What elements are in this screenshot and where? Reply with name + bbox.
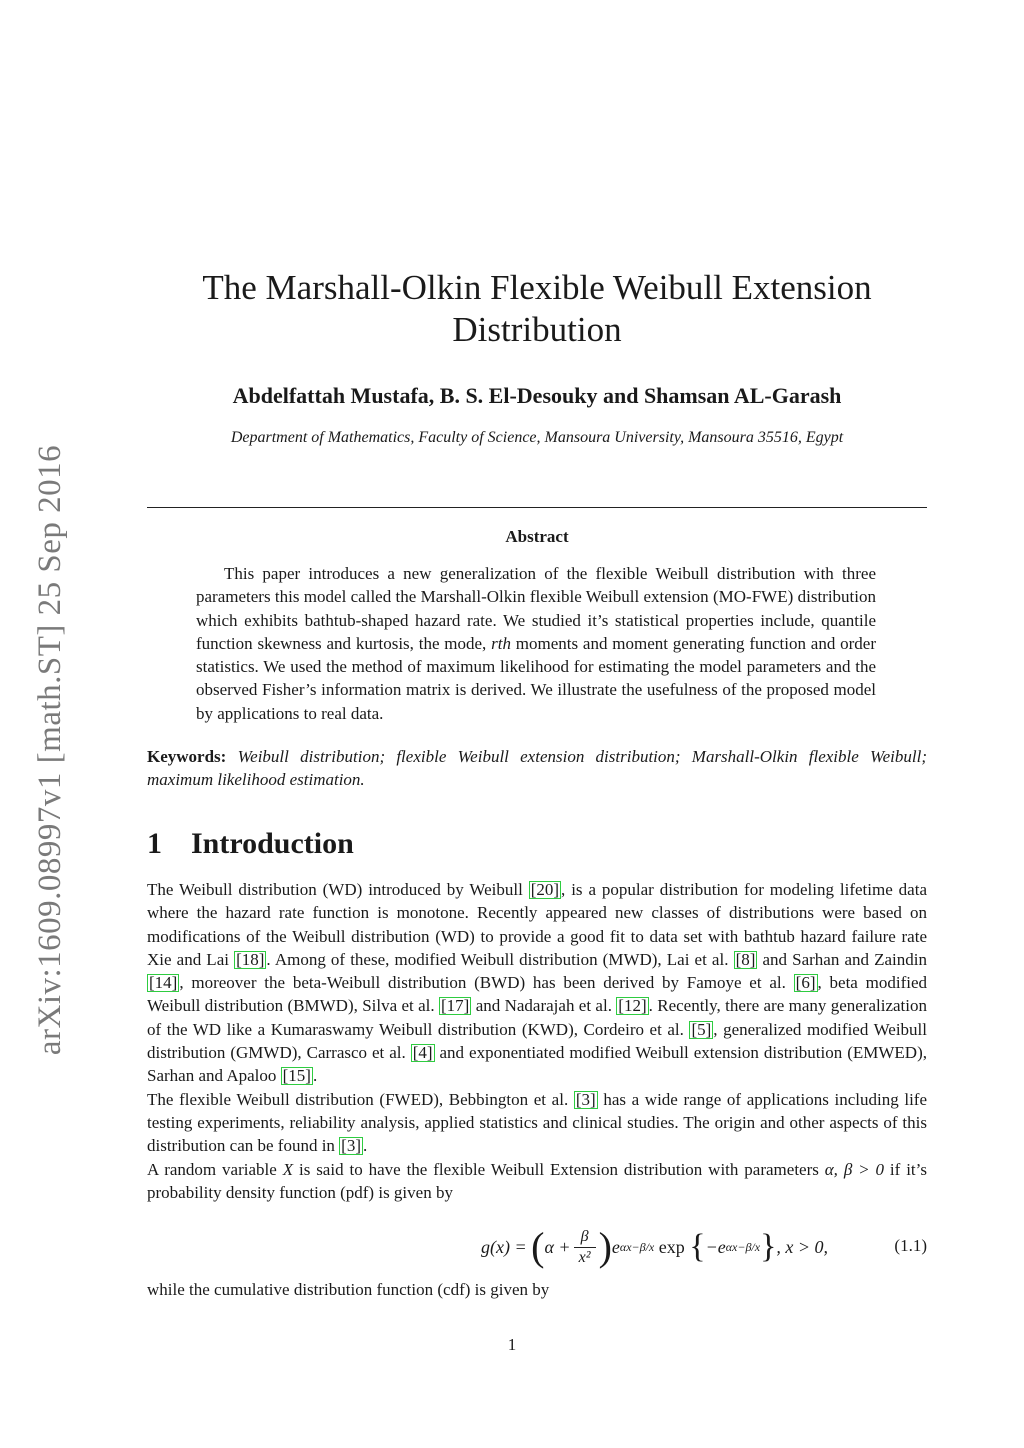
intro-paragraph-2: The flexible Weibull distribution (FWED), Bebbington et al. [3] has a wide range of applications including life testing experiments, reliability analysis, applied statistics and clinical studies. The origin and other aspects of this distribution can be found in [3] . <box>147 1089 927 1156</box>
post-equation-text: while the cumulative distribution function (cdf) is given by <box>147 1280 550 1299</box>
citation-link[interactable]: [4] <box>412 1043 433 1063</box>
abstract-text-1: This paper introduces a new generalization of the flexible Weibull distribution with three parameters this model called the Marshall-Olkin flexible Weibull extension (MO-FWE) distribution which exhibits bathtub-shaped hazard rate. We studied it’s statistical properties include, quantile function skewness and kurtosis, the mode, <box>196 564 876 653</box>
equation-body: g(x) = ( α + $\frac{\beta}{\text{x²}}$ ) e αx−β/x exp { −e αx−β/x } , x > 0, <box>481 1224 829 1269</box>
page-number: 1 <box>507 1335 517 1354</box>
header-divider <box>147 507 927 508</box>
arxiv-identifier: arXiv:1609.08997v1 [math.ST] 25 Sep 2016 <box>32 444 68 1056</box>
intro-paragraph-3: A random variable X is said to have the flexible Weibull Extension distribution with parameters α, β > 0 if it’s probability density function (pdf) is given by <box>147 1159 927 1202</box>
abstract-text-2: moments and moment generating function and order statistics. We used the method of maximum likelihood for estimating the model parameters and the observed Fisher’s information matrix is derived. We illustrate the usefulness of the proposed model by applications to real data. <box>196 633 876 723</box>
intro-paragraph-1: The Weibull distribution (WD) introduced by Weibull [20] , is a popular distribution for modeling lifetime data where the hazard rate function is monotone. Recently appeared new classes of distributions were based on modifications of the Weibull distribution (WD) to provide a good fit to data set with bathtub hazard failure rate Xie and Lai [18] . Among of these, modified Weibull distribution (MWD), Lai et al. [8] and Sarhan and Zaindin [14] , moreover the beta-Weibull distribution (BWD) has been derived by Famoye et al. [6] , beta modified Weibull distribution (BMWD), Silva et al. [17] and Nadarajah et al. [12] . Recently, there are many generalization of the WD like a Kumaraswamy Weibull distribution (KWD), Cordeiro et al. [5] , generalized modified Weibull distribution (GMWD), Carrasco et al. [4] and exponentiated modified Weibull extension distribution (EMWED), Sarhan and Apaloo [15] . <box>147 880 928 1086</box>
citation-link[interactable]: [3] <box>575 1089 596 1109</box>
author-affiliation: Department of Mathematics, Faculty of Science, Mansoura University, Mansoura 35516, Egypt <box>230 429 844 446</box>
citation-link[interactable]: [17] <box>441 996 470 1016</box>
equation-number: (1.1) <box>894 1236 927 1255</box>
keywords <box>147 745 927 792</box>
introduction-body <box>147 878 927 1204</box>
citation-link[interactable]: [14] <box>149 973 178 993</box>
citation-link[interactable]: [12] <box>618 996 647 1016</box>
citation-link[interactable]: [3] <box>341 1136 361 1156</box>
keywords-text: Weibull distribution; flexible Weibull extension distribution; Marshall-Olkin flexible Weibull; maximum likelihood estimation. <box>147 747 928 790</box>
section-heading-introduction <box>147 826 354 862</box>
section-title: Introduction <box>191 827 354 860</box>
citation-link[interactable]: [6] <box>795 973 816 993</box>
section-number: 1 <box>147 827 162 860</box>
citation-link[interactable]: [15] <box>282 1066 311 1086</box>
keywords-label: Keywords: <box>147 747 227 766</box>
citation-link[interactable]: [5] <box>691 1019 712 1039</box>
citation-link[interactable]: [8] <box>735 949 756 969</box>
citation-link[interactable]: [20] <box>530 880 560 899</box>
paper-authors: Abdelfattah Mustafa, B. S. El-Desouky and Shamsan AL-Garash <box>232 383 842 408</box>
equation-1-1 <box>147 1220 927 1274</box>
paper-title: The Marshall-Olkin Flexible Weibull Extension Distribution <box>202 268 872 349</box>
abstract-rth: rth <box>491 633 511 653</box>
abstract-body <box>196 562 876 725</box>
abstract-heading: Abstract <box>505 527 569 546</box>
citation-link[interactable]: [18] <box>236 949 265 969</box>
